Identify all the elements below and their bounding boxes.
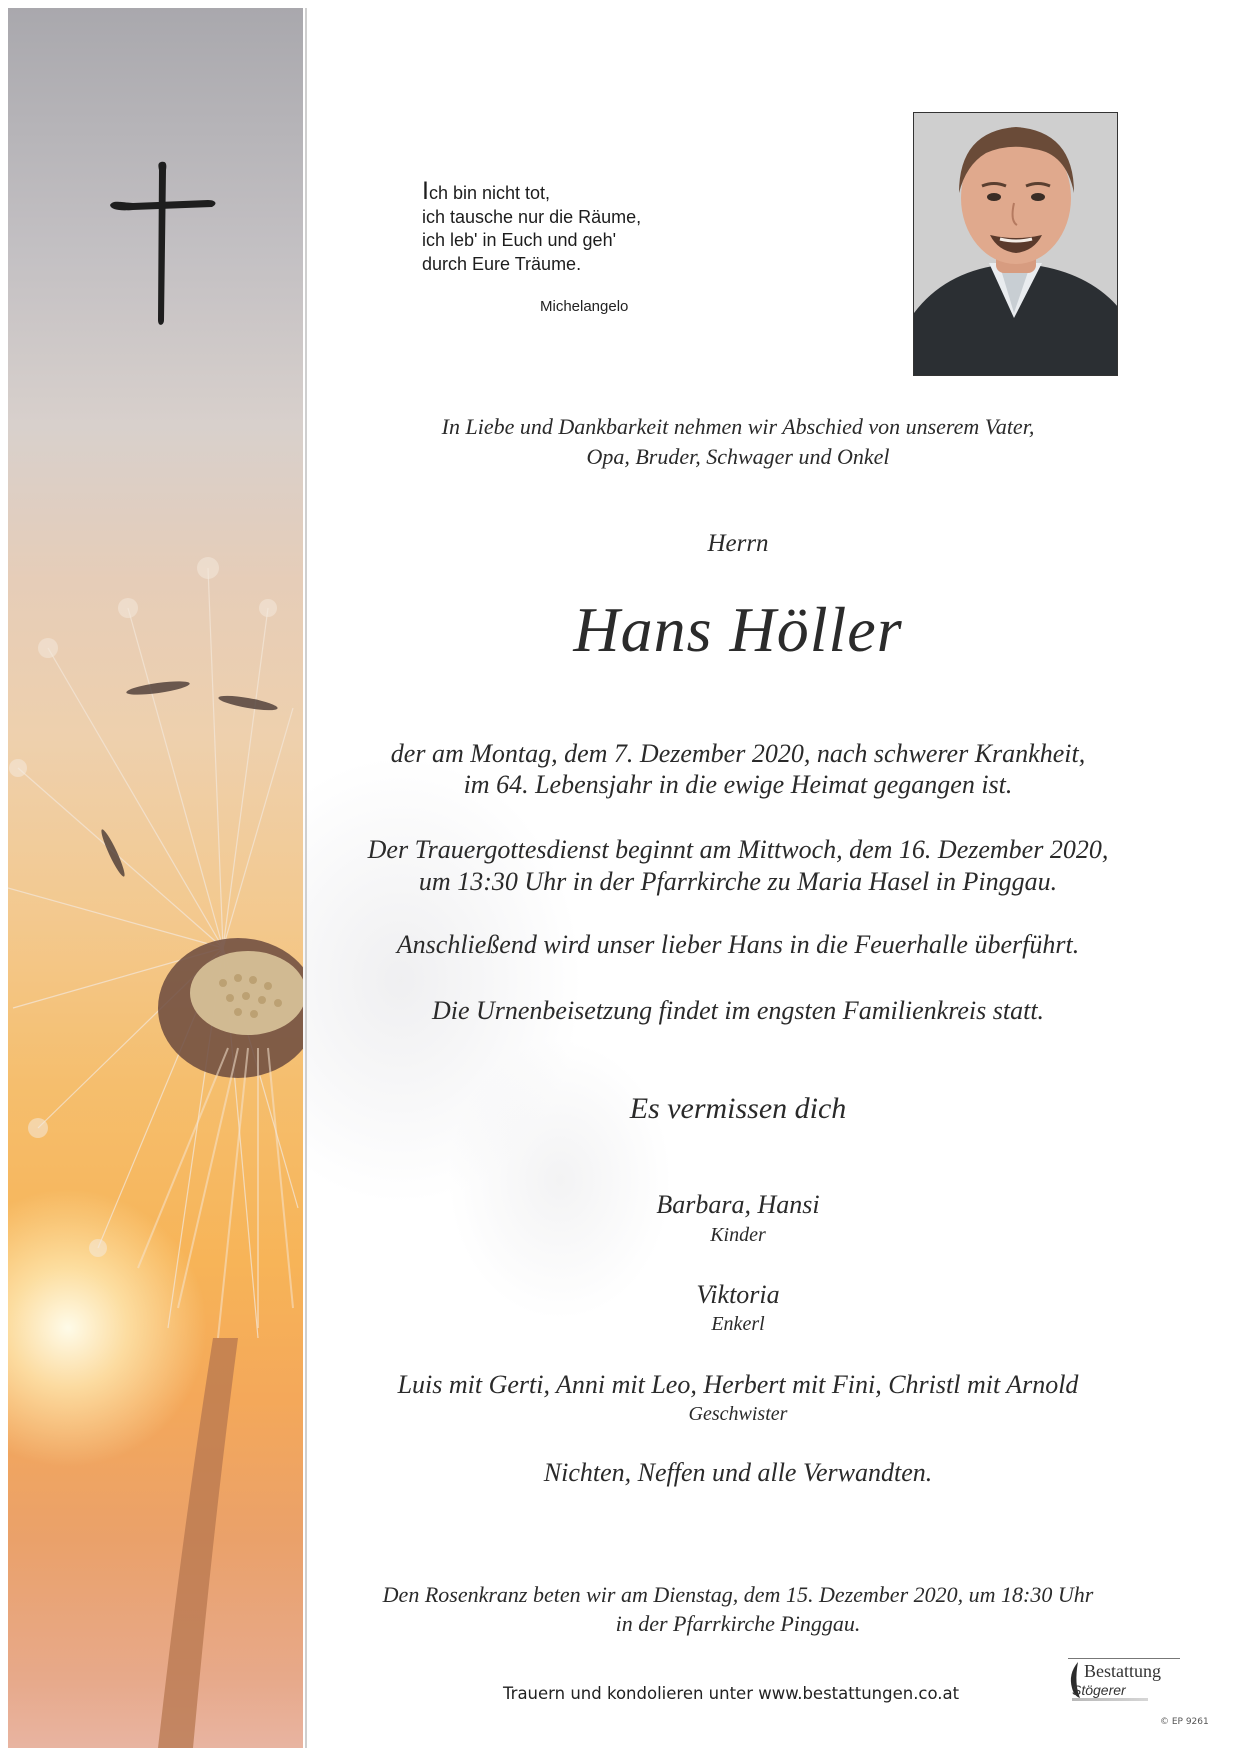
deceased-name: Hans Höller <box>573 594 903 665</box>
relatives-line: Nichten, Neffen und alle Verwandten. <box>543 1458 933 1487</box>
rosary-notice <box>312 1580 1164 1638</box>
death-notice-line: im 64. Lebensjahr in die ewige Heimat gegangen ist. <box>463 770 1013 799</box>
portrait-photo <box>913 112 1118 376</box>
cross-icon <box>108 160 220 330</box>
quote-line: durch Eure Träume. <box>422 253 582 274</box>
logo-wordmark: Bestattung <box>1084 1661 1161 1681</box>
reference-code: © EP 9261 <box>1160 1717 1209 1727</box>
quote <box>422 177 722 276</box>
logo-rule <box>1068 1658 1180 1659</box>
service-line: um 13:30 Uhr in der Pfarrkirche zu Maria Hasel in Pinggau. <box>418 867 1058 896</box>
rosary-line: Den Rosenkranz beten wir am Dienstag, dem 15. Dezember 2020, um 18:30 Uhr <box>382 1582 1094 1607</box>
urn-burial-notice: Die Urnenbeisetzung findet im engsten Familienkreis statt. <box>431 996 1045 1025</box>
quote-line: ich tausche nur die Räume, <box>422 206 642 227</box>
mourner-role: Kinder <box>710 1224 766 1246</box>
mourner-role: Enkerl <box>711 1313 765 1335</box>
intro-text <box>312 412 1164 472</box>
logo-name: Stögerer <box>1072 1682 1126 1698</box>
salutation: Herrn <box>707 530 769 557</box>
funeral-home-logo <box>1066 1658 1186 1706</box>
mourner-names: Luis mit Gerti, Anni mit Leo, Herbert mit Fini, Christl mit Arnold <box>397 1370 1079 1399</box>
panel-divider <box>305 8 307 1748</box>
portrait-illustration <box>914 113 1118 376</box>
logo-tagline-mark <box>1072 1698 1148 1701</box>
quote-line: Ich bin nicht tot, <box>422 177 551 205</box>
mourner-role: Geschwister <box>688 1403 788 1425</box>
death-notice <box>312 738 1164 800</box>
rosary-line: in der Pfarrkirche Pinggau. <box>615 1611 861 1636</box>
intro-line: In Liebe und Dankbarkeit nehmen wir Abschied von unserem Vater, <box>441 414 1035 439</box>
intro-line: Opa, Bruder, Schwager und Onkel <box>586 444 890 469</box>
transfer-notice: Anschließend wird unser lieber Hans in die Feuerhalle überführt. <box>396 930 1080 959</box>
quote-line: ich leb' in Euch und geh' <box>422 230 617 250</box>
condolence-link[interactable]: Trauern und kondolieren unter www.bestattungen.co.at <box>503 1684 960 1703</box>
death-notice-line: der am Montag, dem 7. Dezember 2020, nach schwerer Krankheit, <box>390 739 1086 768</box>
mourner-names: Barbara, Hansi <box>656 1190 820 1219</box>
funeral-service <box>312 834 1164 898</box>
service-line: Der Trauergottesdienst beginnt am Mittwoch, dem 16. Dezember 2020, <box>367 835 1109 864</box>
mourner-names: Viktoria <box>696 1280 780 1309</box>
mourners-heading: Es vermissen dich <box>629 1092 847 1125</box>
quote-author: Michelangelo <box>540 298 629 315</box>
